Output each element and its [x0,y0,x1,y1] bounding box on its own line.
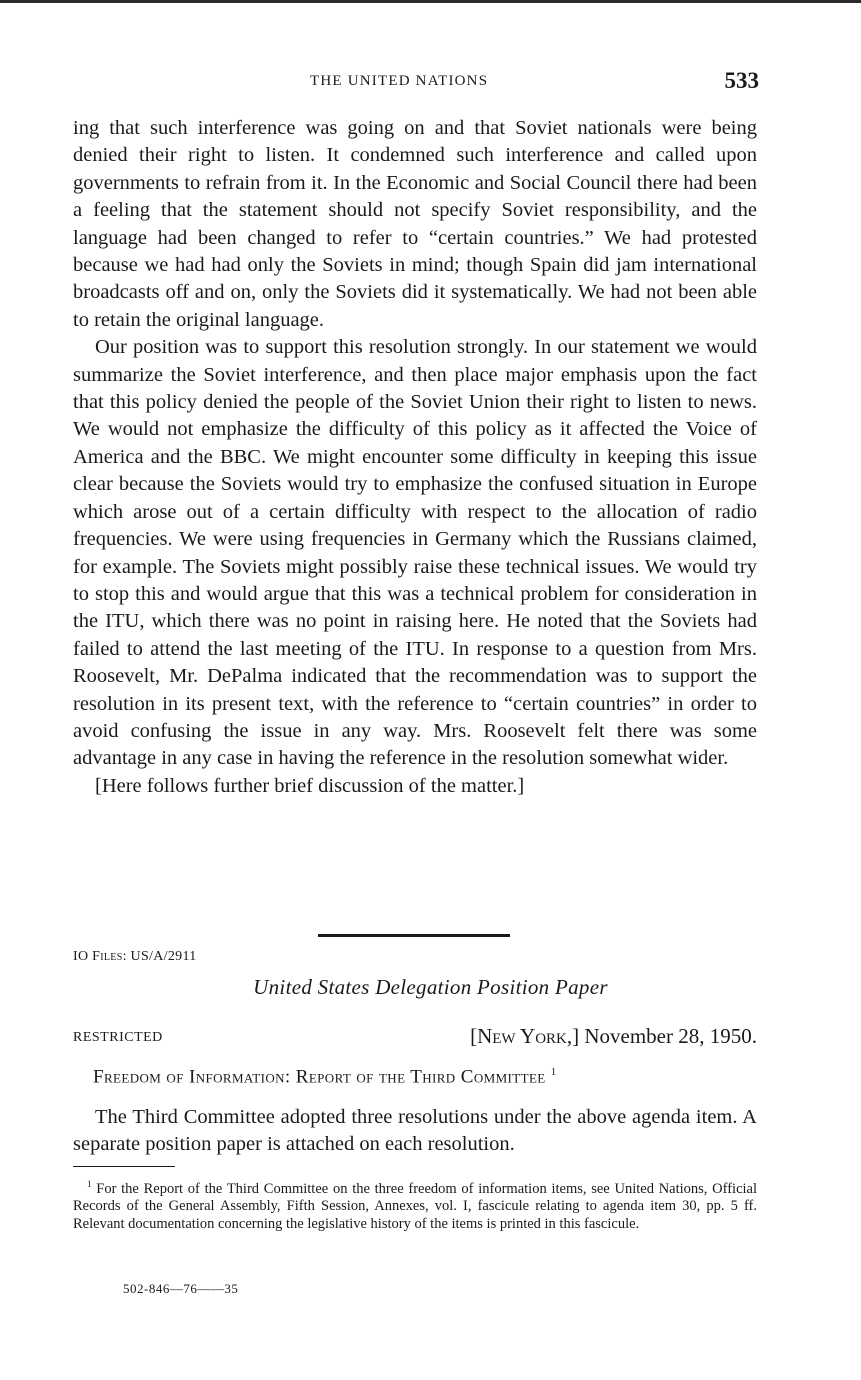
top-border-rule [0,0,861,3]
lead-paragraph: The Third Committee adopted three resolutions under the above agenda item. A separate position paper is attached on each resolution. [73,1106,757,1156]
dateline [470,1024,757,1049]
editorial-note: [Here follows further brief discussion of the matter.] [95,774,525,797]
footnote-rule [73,1166,175,1167]
classification-label: RESTRICTED [73,1030,163,1045]
body-paragraph: Our position was to support this resolution strongly. In our statement we would summarize the Soviet interference, and then place major emphasis upon the fact that this policy denied the people of the Soviet Union their right to listen to news. We would not emphasize the difficulty of this policy as it affected the Voice of America and the BBC. We might encounter some difficulty in keeping this issue clear because the Soviets would try to emphasize the confused situation in Europe which arose out of a certain difficulty with respect to the allocation of radio frequencies. We were using frequencies in Germany which the Russians claimed, for example. The Soviets might possibly raise these technical issues. We would try to stop this and would argue that this was a technical problem for consideration in the ITU, which there was no point in raising here. He noted that the Soviets had failed to attend the last meeting of the ITU. In response to a question from Mrs. Roosevelt, Mr. DePalma indicated that the recommendation was to support the resolution in its present text, with the reference to “certain countries” in order to avoid confusing the issue in any way. Mrs. Roosevelt felt there was some advantage in any case in having the reference in the resolution somewhat wider. [73,336,757,770]
page-number: 533 [724,68,759,93]
dateline-place: [New York,] [470,1024,580,1048]
printer-mark: 502-846—76——35 [123,1281,239,1296]
document-title: United States Delegation Position Paper [253,975,608,999]
footnote-text: For the Report of the Third Committee on the three freedom of information items, see United Nations, Official Records of the General Assembly, Fifth Session, Annexes, vol. I, fascicule relating to agenda item 30, pp. 5 ff. Relevant documentation concerning the legislative history of the items is printed in this fascicule. [73,1180,757,1232]
file-reference: IO Files: US/A/2911 [73,949,197,964]
footnote-marker: 1 [87,1179,92,1189]
running-head: THE UNITED NATIONS [310,73,489,89]
footnote-reference: 1 [550,1066,557,1078]
section-divider [318,934,510,937]
section-heading-text: Freedom of Information: Report of the Third Committee [93,1066,546,1088]
body-paragraph: ing that such interference was going on and that Soviet nationals were being denied their right to listen. It condemned such interference and called upon governments to refrain from it. In the Economic and Social Council there had been a feeling that the statement should not specify Soviet responsibility, and the language had been changed to refer to “certain countries.” We had protested because we had had only the Soviets in mind; though Spain did jam international broadcasts off and on, only the Soviets did it systematically. We had not been able to retain the original language. [73,117,757,331]
section-heading [93,1066,557,1088]
footnote [73,1176,757,1233]
body-text [73,115,757,800]
dateline-date: November 28, 1950. [584,1024,757,1048]
